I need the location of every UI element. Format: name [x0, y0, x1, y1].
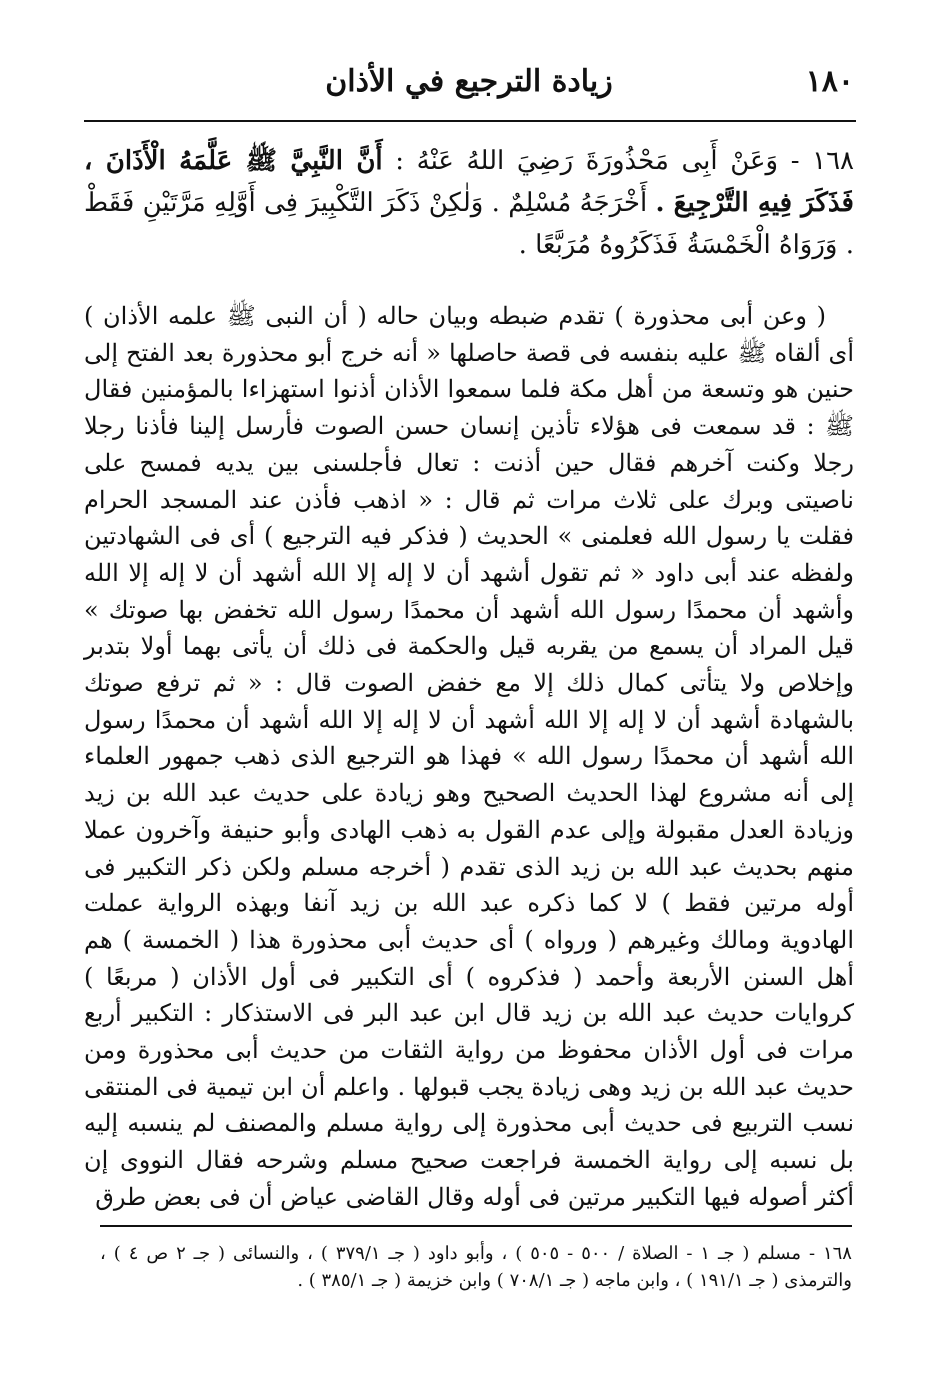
- footnote-text: ١٦٨ - مسلم ( جـ ١ - الصلاة / ٥٠٠ - ٥٠٥ ) ، وأبو داود ( جـ ٣٧٩/١ ) ، والنسائى ( جـ ٢ ص ٤ ) ، والترمذى ( جـ ١٩١/١ ) ، وابن ماجه ( جـ ٧٠٨/١ ) وابن خزيمة ( جـ ٣٨٥/١ ) .: [100, 1243, 852, 1291]
- hadith-opening: وَعَنْ أَبِى مَحْذُورَةَ رَضِيَ اللهُ عَنْهُ :: [395, 146, 779, 176]
- page-header: [84, 58, 854, 114]
- commentary-paragraph: ( وعن أبى محذورة ) تقدم ضبطه وبيان حاله ( أن النبى ﷺ علمه الأذان ) أى ألقاه ﷺ عليه بنفسه فى قصة حاصلها « أنه خرج أبو محذورة بعد الفتح إلى حنين هو وتسعة من أهل مكة فلما سمعوا الأذان أذنوا استهزاءا بالمؤمنين فقال ﷺ : قد سمعت فى هؤلاء تأذين إنسان حسن الصوت فأرسل إلينا فأذنا رجلا رجلا وكنت آخرهم فقال حين أذنت : تعال فأجلسنى بين يديه فمسح على ناصيتى وبرك على ثلاث مرات ثم قال : « اذهب فأذن عند المسجد الحرام فقلت يا رسول الله فعلمنى » الحديث ( فذكر فيه الترجيع ) أى فى الشهادتين ولفظه عند أبى داود « ثم تقول أشهد أن لا إله إلا الله أشهد أن لا إله إلا الله وأشهد أن محمدًا رسول الله أشهد أن محمدًا رسول الله تخفض بها صوتك » قيل المراد أن يسمع من يقربه قيل والحكمة فى ذلك أن يأتى بهما أولا بتدبر وإخلاص ولا يتأتى كمال ذلك إلا مع خفض الصوت قال : « ثم ترفع صوتك بالشهادة أشهد أن لا إله إلا الله أشهد أن لا إله إلا الله أشهد أن محمدًا رسول الله أشهد أن محمدًا رسول الله » فهذا هو الترجيع الذى ذهب جمهور العلماء إلى أنه مشروع لهذا الحديث الصحيح وهو زيادة على حديث عبد الله بن زيد وزيادة العدل مقبولة وإلى عدم القول به ذهب الهادى وأبو حنيفة وآخرون عملا منهم بحديث عبد الله بن زيد الذى تقدم ( أخرجه مسلم ولكن ذكر التكبير فى أوله مرتين فقط ) لا كما ذكره عبد الله بن زيد آنفا وبهذه الرواية عملت الهادوية ومالك وغيرهم ( ورواه ) أى حديث أبى محذورة هذا ( الخمسة ) هم أهل السنن الأربعة وأحمد ( فذكروه ) أى التكبير فى أول الأذان ( مربعًا ) كروايات حديث عبد الله بن زيد قال ابن عبد البر فى الاستذكار : التكبير أربع مرات فى أول الأذان محفوظ من رواية الثقات من حديث أبى محذورة ومن حديث عبد الله بن زيد وهى زيادة يجب قبولها . واعلم أن ابن تيمية فى المنتقى نسب التربيع فى حديث أبى محذورة إلى رواية مسلم والمصنف لم ينسبه إليه بل نسبه إلى رواية الخمسة فراجعت صحيح مسلم وشرحه فقال النووى إن أكثر أصوله فيها التكبير مرتين فى أوله وقال القاضى عياض أن فى بعض طرق: [84, 302, 855, 1211]
- hadith-number: ١٦٨ -: [790, 146, 855, 176]
- footnote-divider: [100, 1225, 852, 1227]
- hadith-bold-text: أَنَّ النَّبِيَّ ﷺ عَلَّمَهُ الْأَذَانَ ، فَذَكَرَ فِيهِ التَّرْجِيعَ .: [84, 146, 854, 218]
- commentary-body: [84, 298, 854, 1216]
- header-divider: [84, 120, 856, 122]
- running-title: زيادة الترجيع في الأذان: [325, 64, 613, 99]
- hadith-text: [84, 140, 854, 266]
- page-number: ١٨٠: [805, 64, 854, 99]
- hadith-closing: أَخْرَجَهُ مُسْلِمٌ . وَلٰكِنْ ذَكَرَ التَّكْبِيرَ فِى أَوَّلِهِ مَرَّتَيْنِ فَقَطْ . وَرَوَاهُ الْخَمْسَةُ فَذَكَرُوهُ مُرَبَّعًا .: [84, 188, 854, 260]
- footnote: [100, 1240, 852, 1294]
